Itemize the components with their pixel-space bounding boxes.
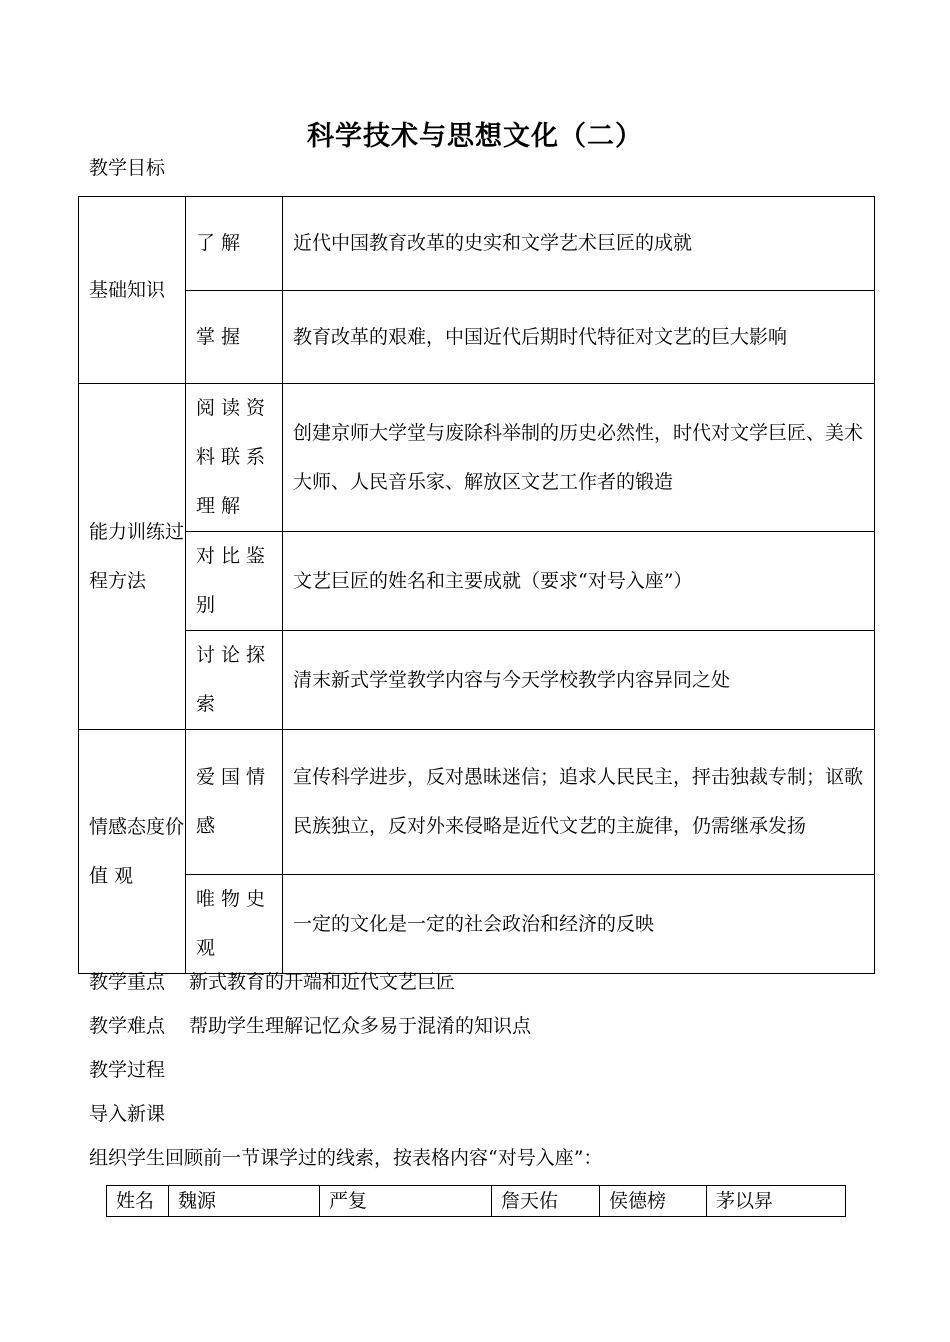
intro-label: 导入新课 bbox=[89, 1103, 166, 1125]
intro-text: 组织学生回顾前一节课学过的线索，按表格内容“对号入座”： bbox=[89, 1147, 603, 1169]
table-row bbox=[79, 631, 875, 730]
table-row bbox=[79, 384, 875, 532]
sub-patriotism: 爱国情感 bbox=[186, 730, 283, 875]
category-basic-knowledge: 基础知识 bbox=[79, 197, 186, 384]
name-cell: 詹天佑 bbox=[492, 1186, 600, 1217]
desc-master: 教育改革的艰难，中国近代后期时代特征对文艺的巨大影响 bbox=[283, 291, 875, 384]
desc-understand: 近代中国教育改革的史实和文学艺术巨匠的成就 bbox=[283, 197, 875, 291]
key-point-text: 新式教育的开端和近代文艺巨匠 bbox=[189, 971, 456, 993]
desc-discuss: 清末新式学堂教学内容与今天学校教学内容异同之处 bbox=[283, 631, 875, 730]
table-row bbox=[79, 875, 875, 974]
desc-materialism: 一定的文化是一定的社会政治和经济的反映 bbox=[283, 875, 875, 974]
key-point-label: 教学重点 bbox=[89, 971, 166, 993]
difficulty-text: 帮助学生理解记忆众多易于混淆的知识点 bbox=[189, 1015, 532, 1037]
sub-master: 掌握 bbox=[186, 291, 283, 384]
objectives-label: 教学目标 bbox=[89, 157, 166, 179]
table-row bbox=[79, 197, 875, 291]
sub-understand: 了解 bbox=[186, 197, 283, 291]
desc-read-materials: 创建京师大学堂与废除科举制的历史必然性，时代对文学巨匠、美术大师、人民音乐家、解放区文艺工作者的锻造 bbox=[283, 384, 875, 532]
key-point-line bbox=[89, 967, 455, 994]
names-header-cell: 姓名 bbox=[107, 1186, 169, 1217]
name-cell: 侯德榜 bbox=[600, 1186, 707, 1217]
table-row bbox=[107, 1186, 846, 1217]
table-row bbox=[79, 291, 875, 384]
table-row bbox=[79, 730, 875, 875]
sub-discuss: 讨论探索 bbox=[186, 631, 283, 730]
process-label: 教学过程 bbox=[89, 1059, 166, 1081]
category-ability-method: 能力训练过程方法 bbox=[79, 384, 186, 730]
names-table bbox=[106, 1185, 846, 1217]
sub-compare: 对比鉴别 bbox=[186, 532, 283, 631]
desc-patriotism: 宣传科学进步，反对愚昧迷信；追求人民民主，抨击独裁专制；讴歌民族独立，反对外来侵略是近代文艺的主旋律，仍需继承发扬 bbox=[283, 730, 875, 875]
name-cell: 魏源 bbox=[169, 1186, 320, 1217]
name-cell: 茅以昇 bbox=[707, 1186, 846, 1217]
sub-materialism: 唯物史观 bbox=[186, 875, 283, 974]
category-emotion-values: 情感态度价 值 观 bbox=[79, 730, 186, 974]
name-cell: 严复 bbox=[320, 1186, 492, 1217]
difficulty-label: 教学难点 bbox=[89, 1015, 166, 1037]
difficulty-line bbox=[89, 1011, 531, 1038]
sub-read-materials: 阅读资料联系理解 bbox=[186, 384, 283, 532]
desc-compare: 文艺巨匠的姓名和主要成就（要求“对号入座”） bbox=[283, 532, 875, 631]
page-title: 科学技术与思想文化（二） bbox=[307, 121, 643, 152]
objectives-table bbox=[78, 196, 875, 974]
table-row bbox=[79, 532, 875, 631]
